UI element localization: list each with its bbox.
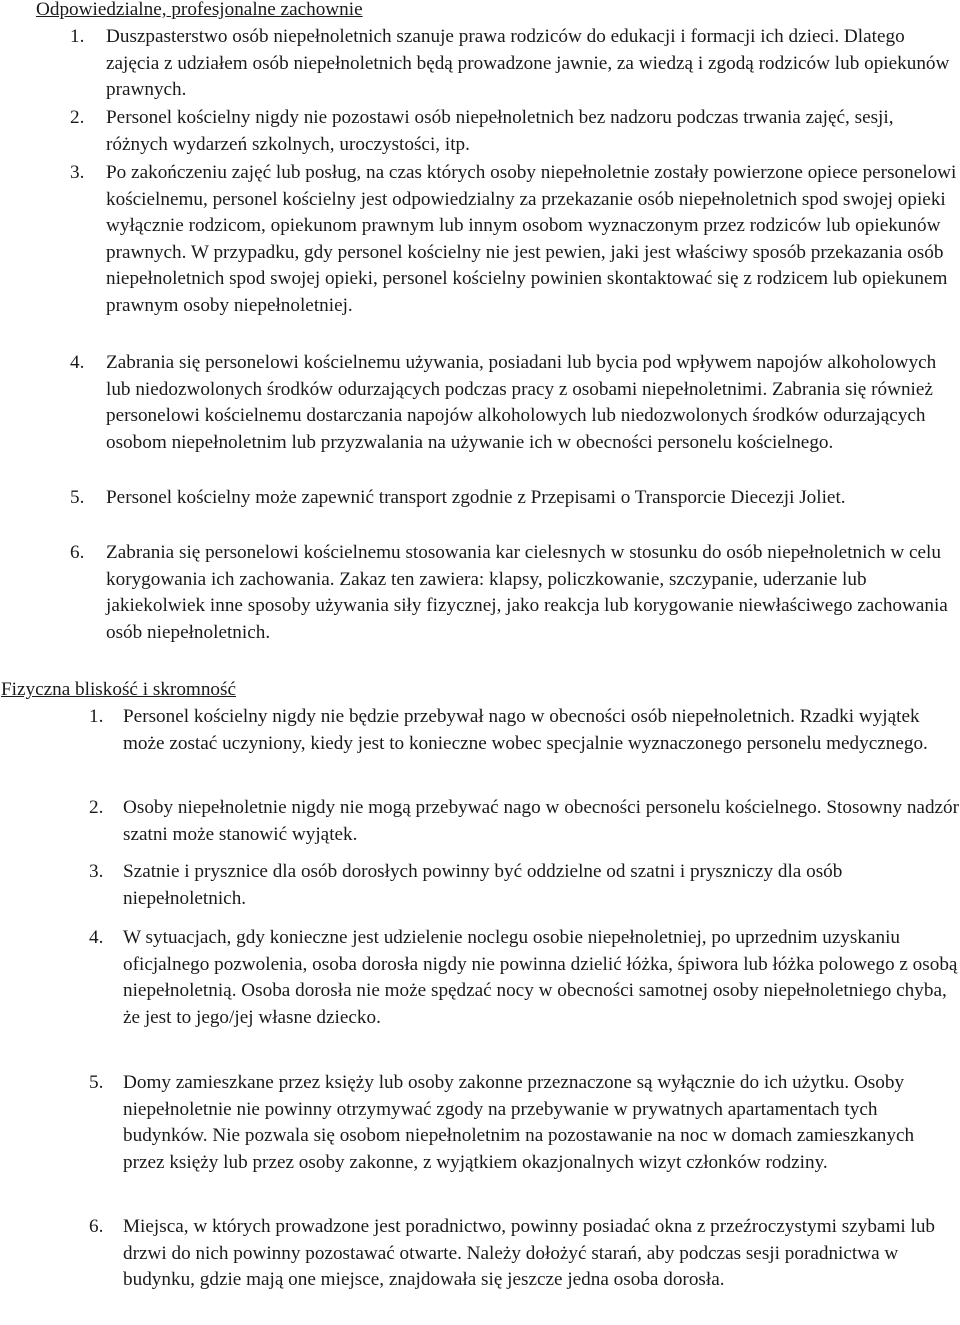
list-item-number: 4.	[70, 352, 85, 373]
list-item	[89, 859, 960, 912]
list-item	[70, 160, 960, 320]
list-item	[70, 350, 960, 456]
list-item-text: Zabrania się personelowi kościelnemu używania, posiadani lub bycia pod wpływem napojów alkoholowych lub niedozwolonych środków odurzających podczas pracy z osobami niepełnoletnimi. Zabrania się również personelowi kościelnemu dostarczania napojów alkoholowych lub niedozwolonych środków odurzających osobom niepełnoletnim lub przyzwalania na używanie ich w obecności personelu kościelnego.	[106, 352, 937, 453]
list-item-text: Duszpasterstwo osób niepełnoletnich szanuje prawa rodziców do edukacji i formacji ich dzieci. Dlatego zajęcia z udziałem osób niepełnoletnich będą prowadzone jawnie, za wiedzą i zgodą rodziców lub opiekunów prawnych.	[106, 26, 950, 101]
list-item-number: 6.	[70, 542, 85, 563]
list-item-number: 3.	[89, 861, 104, 882]
section-heading-responsible-conduct: Odpowiedzialne, profesjonalne zachownie	[36, 0, 363, 20]
list-item-text: Zabrania się personelowi kościelnemu stosowania kar cielesnych w stosunku do osób niepełnoletnich w celu korygowania ich zachowania. Zakaz ten zawiera: klapsy, policzkowanie, szczypanie, uderzanie lub jakiekolwiek inne sposoby używania siły fizycznej, jako reakcja lub korygowanie niewłaściwego zachowania osób niepełnoletnich.	[106, 542, 948, 643]
list-item-text: Po zakończeniu zajęć lub posług, na czas których osoby niepełnoletnie zostały powierzone opiece personelowi kościelnemu, personel kościelny jest odpowiedzialny za przekazanie osób niepełnoletnich spod swojej opieki wyłącznie rodzicom, opiekunom prawnym lub innym osobom wyznaczonym przez rodziców lub opiekunów prawnych. W przypadku, gdy personel kościelny nie jest pewien, jaki jest właściwy sposób przekazania osób niepełnoletnich spod swojej opieki, personel kościelny powinien skontaktować się z rodzicem lub opiekunem prawnym osoby niepełnoletniej.	[106, 162, 957, 316]
list-item	[89, 795, 960, 848]
section-heading-physical-proximity: Fizyczna bliskość i skromność	[1, 679, 237, 700]
list-item-text: Personel kościelny nigdy nie pozostawi osób niepełnoletnich bez nadzoru podczas trwania zajęć, sesji, różnych wydarzeń szkolnych, uroczystości, itp.	[106, 107, 894, 155]
list-item-text: W sytuacjach, gdy konieczne jest udzielenie noclegu osobie niepełnoletniej, po uprzednim uzyskaniu oficjalnego pozwolenia, osoba dorosła nigdy nie powinna dzielić łóżka, śpiwora lub łóżka polowego z osobą niepełnoletnią. Osoba dorosła nie może spędzać nocy w obecności samotnej osoby niepełnoletniego chyba, że jest to jego/jej własne dziecko.	[123, 927, 958, 1028]
list-item-number: 2.	[70, 107, 85, 128]
list-item	[70, 485, 960, 512]
list-item	[89, 1214, 960, 1294]
list-item-text: Szatnie i prysznice dla osób dorosłych powinny być oddzielne od szatni i pryszniczy dla osób niepełnoletnich.	[123, 861, 843, 909]
list-item	[89, 704, 960, 757]
list-item-number: 2.	[89, 797, 104, 818]
list-item	[89, 1070, 960, 1176]
list-item-number: 5.	[70, 487, 85, 508]
list-item-text: Osoby niepełnoletnie nigdy nie mogą przebywać nago w obecności personelu kościelnego. Stosowny nadzór szatni może stanowić wyjątek.	[123, 797, 960, 845]
list-item-number: 3.	[70, 162, 85, 183]
list-item-text: Personel kościelny może zapewnić transport zgodnie z Przepisami o Transporcie Diecezji Joliet.	[106, 487, 846, 508]
list-item-text: Domy zamieszkane przez księży lub osoby zakonne przeznaczone są wyłącznie do ich użytku. Osoby niepełnoletnie nie powinny otrzymywać zgody na przebywanie w prywatnych apartamentach tych budynków. Nie pozwala się osobom niepełnoletnim na pozostawanie na noc w domach zamieszkanych przez księży lub przez osoby zakonne, z wyjątkiem okazjonalnych wizyt członków rodziny.	[123, 1072, 915, 1173]
list-item-number: 4.	[89, 927, 104, 948]
list-item-text: Personel kościelny nigdy nie będzie przebywał nago w obecności osób niepełnoletnich. Rzadki wyjątek może zostać uczyniony, kiedy jest to konieczne wobec specjalnie wyznaczonego personelu medycznego.	[123, 706, 928, 754]
list-item-number: 1.	[70, 26, 85, 47]
list-item	[70, 540, 960, 646]
list-item-text: Miejsca, w których prowadzone jest poradnictwo, powinny posiadać okna z przeźroczystymi szybami lub drzwi do nich powinny pozostawać otwarte. Należy dołożyć starań, aby podczas sesji poradnictwa w budynku, gdzie mają one miejsce, znajdowała się jeszcze jedna osoba dorosła.	[123, 1216, 936, 1291]
list-item	[70, 24, 960, 104]
list-item-number: 1.	[89, 706, 104, 727]
list-item-number: 5.	[89, 1072, 104, 1093]
list-item	[89, 925, 960, 1031]
list-item-number: 6.	[89, 1216, 104, 1237]
list-item	[70, 105, 960, 158]
